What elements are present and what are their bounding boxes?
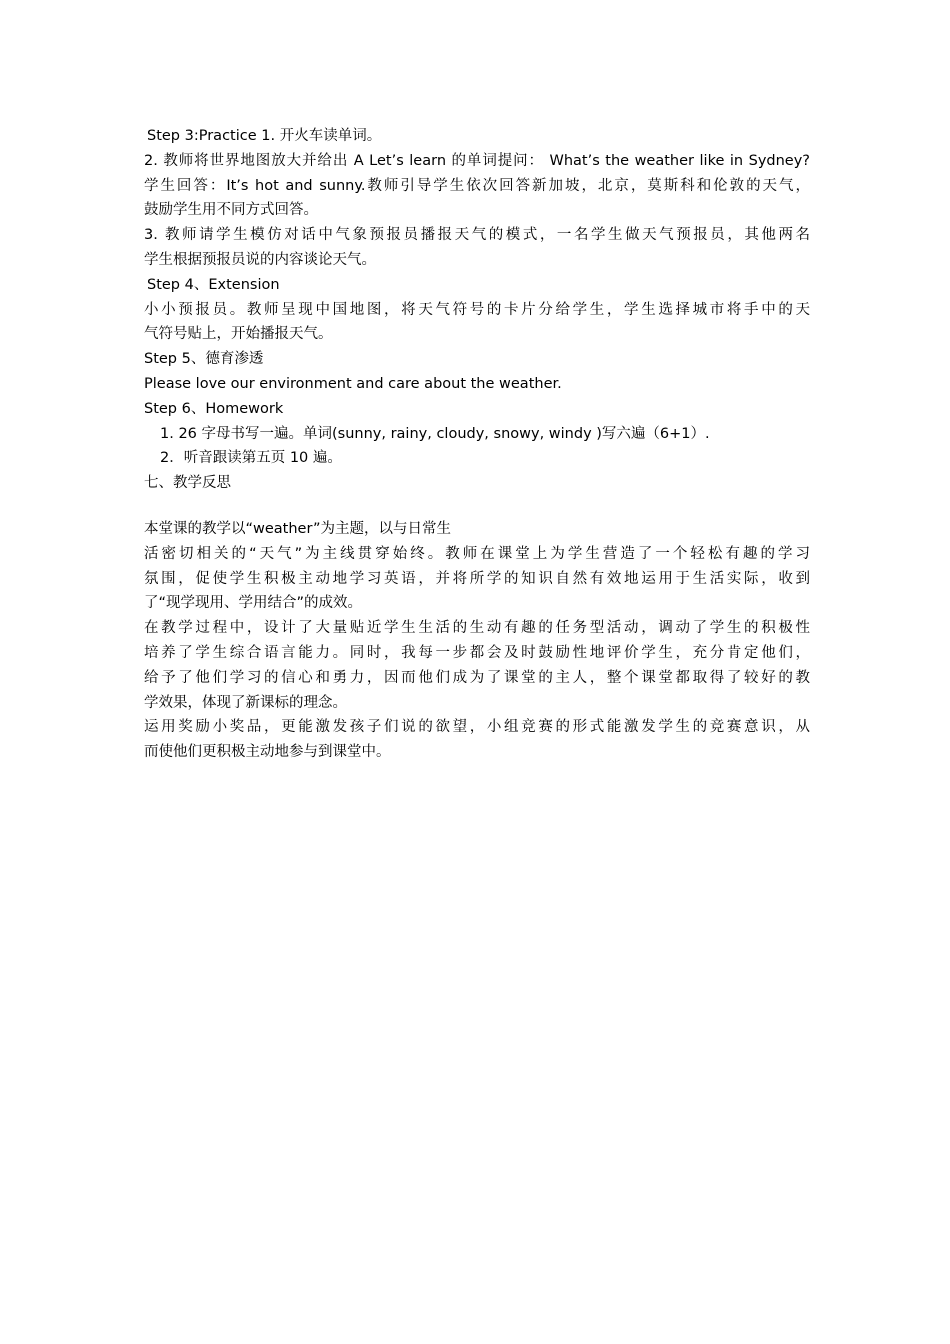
reflection-line5: 在教学过程中，设计了大量贴近学生生活的生动有趣的任务型活动，调动了学生的积极性 — [144, 620, 810, 637]
step3-item2-line3: 鼓励学生用不同方式回答。 — [144, 202, 318, 219]
step6-item2: 2．听音跟读第五页 10 遍。 — [160, 450, 342, 467]
step5-heading: Step 5、德育渗透 — [144, 351, 264, 368]
reflection-line9: 运用奖励小奖品，更能激发孩子们说的欲望，小组竞赛的形式能激发学生的竞赛意识，从 — [144, 719, 810, 736]
blank-line — [144, 496, 810, 517]
step3-item3-line1: 3. 教师请学生模仿对话中气象预报员播报天气的模式，一名学生做天气预报员，其他两名 — [144, 227, 810, 244]
reflection-line4: 了“现学现用、学用结合”的成效。 — [144, 595, 363, 612]
step4-heading: Step 4、Extension — [147, 276, 280, 293]
step3-item3-line2: 学生根据预报员说的内容谈论天气。 — [144, 251, 376, 268]
step6-heading: Step 6、Homework — [144, 400, 284, 417]
step3-item2-line1: 2. 教师将世界地图放大并给出 A Let’s learn 的单词提问： What’s the weather like in Sydney? — [144, 152, 810, 169]
reflection-line8: 学效果，体现了新课标的理念。 — [144, 694, 347, 711]
reflection-line2: 活密切相关的“天气”为主线贯穿始终。教师在课堂上为学生营造了一个轻松有趣的学习 — [144, 545, 810, 562]
document-page — [144, 124, 810, 765]
reflection-line3: 氛围，促使学生积极主动地学习英语，并将所学的知识自然有效地运用于生活实际，收到 — [144, 570, 810, 587]
section7-heading: 七、教学反思 — [144, 475, 231, 492]
step6-item1: 1. 26 字母书写一遍。单词(sunny, rainy, cloudy, snowy, windy )写六遍（6+1）. — [160, 425, 710, 442]
step4-line2: 气符号贴上，开始播报天气。 — [144, 326, 333, 343]
step5-line1: Please love our environment and care about the weather. — [144, 375, 562, 392]
step4-line1: 小小预报员。教师呈现中国地图，将天气符号的卡片分给学生，学生选择城市将手中的天 — [144, 301, 810, 318]
reflection-line6: 培养了学生综合语言能力。同时，我每一步都会及时鼓励性地评价学生，充分肯定他们， — [144, 644, 810, 661]
reflection-line7: 给予了他们学习的信心和勇力，因而他们成为了课堂的主人，整个课堂都取得了较好的教 — [144, 669, 810, 686]
reflection-line1: 本堂课的教学以“weather”为主题，以与日常生 — [144, 520, 452, 537]
reflection-line10: 而使他们更积极主动地参与到课堂中。 — [144, 744, 391, 761]
step3-practice-line: Step 3:Practice 1. 开火车读单词。 — [147, 128, 382, 144]
step3-item2-line2: 学生回答：It’s hot and sunny.教师引导学生依次回答新加坡，北京，莫斯科和伦敦的天气， — [144, 177, 810, 194]
